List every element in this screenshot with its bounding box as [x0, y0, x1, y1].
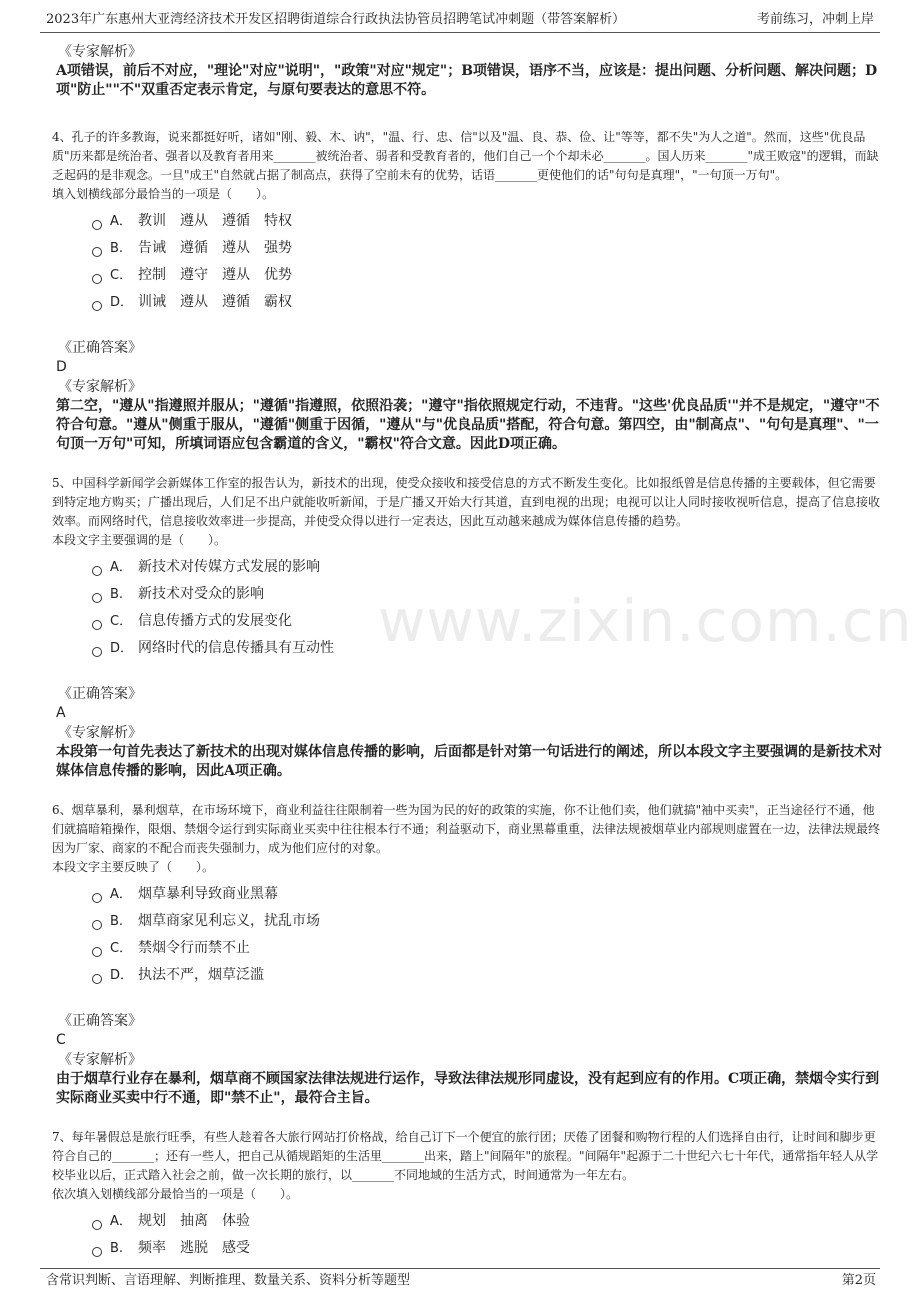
analysis-label: 《专家解析》 [58, 725, 142, 741]
question-4 [52, 128, 884, 454]
option-c[interactable]: C． 控制 遵守 遵从 优势 [92, 262, 884, 289]
option-a[interactable]: A． 烟草暴利导致商业黑幕 [92, 881, 884, 908]
question-prompt: 本段文字主要强调的是（ ）。 [52, 533, 227, 547]
radio-icon[interactable] [92, 1247, 102, 1257]
answer-label: 《正确答案》 [58, 340, 142, 356]
option-list [92, 208, 884, 316]
option-c[interactable]: C． 禁烟令行而禁不止 [92, 935, 884, 962]
answer-label: 《正确答案》 [58, 686, 142, 702]
analysis-label: 《专家解析》 [58, 379, 142, 395]
answer-value: D [56, 359, 67, 375]
page-header [40, 8, 880, 33]
option-list [92, 1208, 884, 1262]
option-c[interactable]: C． 信息传播方式的发展变化 [92, 608, 884, 635]
radio-icon[interactable] [92, 1220, 102, 1230]
radio-icon[interactable] [92, 893, 102, 903]
radio-icon[interactable] [92, 566, 102, 576]
question-prompt: 本段文字主要反映了（ ）。 [52, 860, 215, 874]
radio-icon[interactable] [92, 593, 102, 603]
radio-icon[interactable] [92, 974, 102, 984]
radio-icon[interactable] [92, 920, 102, 930]
radio-icon[interactable] [92, 620, 102, 630]
question-text: 4、孔子的许多教诲，说来都挺好听，诸如"刚、毅、木、讷"，"温、行、忠、信"以及"温、良、恭、俭、让"等等，都不失"为人之道"。然而，这些"优良品质"历来都是统治者、强者以及教育者用来_______被统治者、弱者和受教育者的，他们自己一个个却未必_______。国人历来_______"成王败寇"的逻辑，而缺乏起码的是非观念。一旦"成王"自然就占据了制高点，获得了空前未有的优势，话语_______更使他们的话"句句是真理"，"一句顶一万句"。 [52, 130, 879, 182]
intro-analysis-text: A项错误，前后不对应，"理论"对应"说明"，"政策"对应"规定"；B项错误，语序不当，应该是：提出问题、分析问题、解决问题；D项"防止""不"双重否定表示肯定，与原句要表达的意思不符。 [56, 63, 878, 98]
analysis-text: 由于烟草行业存在暴利，烟草商不顾国家法律法规进行运作，导致法律法规形同虚设，没有起到应有的作用。C项正确，禁烟令实行到实际商业买卖中行不通，即"禁不止"，最符合主旨。 [56, 1071, 880, 1106]
main-content [52, 42, 884, 1262]
option-b[interactable]: B. 告诫 遵循 遵从 强势 [92, 235, 884, 262]
radio-icon[interactable] [92, 947, 102, 957]
header-title: 2023年广东惠州大亚湾经济技术开发区招聘街道综合行政执法协管员招聘笔试冲刺题（带答案解析） [46, 12, 626, 27]
radio-icon[interactable] [92, 247, 102, 257]
option-list [92, 554, 884, 662]
radio-icon[interactable] [92, 647, 102, 657]
question-prompt: 依次填入划横线部分最恰当的一项是（ ）。 [52, 1187, 299, 1201]
question-6 [52, 801, 884, 1108]
page-footer [40, 1268, 880, 1293]
analysis-label: 《专家解析》 [58, 1052, 142, 1068]
question-prompt: 填入划横线部分最恰当的一项是（ ）。 [52, 187, 275, 201]
radio-icon[interactable] [92, 301, 102, 311]
radio-icon[interactable] [92, 274, 102, 284]
analysis-text: 本段第一句首先表达了新技术的出现对媒体信息传播的影响，后面都是针对第一句话进行的阐述，所以本段文字主要强调的是新技术对媒体信息传播的影响，因此A项正确。 [56, 744, 882, 779]
watermark: www.zixin.com.cn [378, 587, 913, 655]
option-list [92, 881, 884, 989]
question-text: 5、中国科学新闻学会新媒体工作室的报告认为，新技术的出现，使受众接收和接受信息的方式不断发生变化。比如报纸曾是信息传播的主要载体，但它需要到特定地方购买；广播出现后，人们足不出户就能收听新闻，于是广播又开始大行其道，直到电视的出现；电视可以让人同时接收视听信息，提高了信息接收效率。而网络时代，信息接收效率进一步提高，并使受众得以进行一定表达，因此互动越来越成为媒体信息传播的趋势。 [52, 476, 881, 528]
question-5 [52, 474, 884, 781]
analysis-label: 《专家解析》 [58, 44, 142, 60]
page-number: 第2页 [841, 1273, 876, 1288]
option-a[interactable]: A． 规划 抽离 体验 [92, 1208, 884, 1235]
option-b[interactable]: B. 烟草商家见利忘义，扰乱市场 [92, 908, 884, 935]
answer-label: 《正确答案》 [58, 1013, 142, 1029]
question-text: 7、每年暑假总是旅行旺季，有些人趁着各大旅行网站打价格战，给自己订下一个便宜的旅行团；厌倦了团餐和购物行程的人们选择自由行，让时间和脚步更符合自己的_______；还有一些人，把自己从循规蹈矩的生活里_______出来，踏上"间隔年"的旅程。"间隔年"起源于二十世纪六七十年代，通常指年轻人从学校毕业以后，正式踏入社会之前，做一次长期的旅行，以_______不同地域的生活方式，时间通常为一年左右。 [52, 1130, 879, 1182]
radio-icon[interactable] [92, 220, 102, 230]
question-7 [52, 1128, 884, 1262]
answer-value: A [56, 705, 66, 721]
header-slogan: 考前练习，冲刺上岸 [756, 12, 874, 27]
option-d[interactable]: D． 训诫 遵从 遵循 霸权 [92, 289, 884, 316]
option-b[interactable]: B. 频率 逃脱 感受 [92, 1235, 884, 1262]
analysis-text: 第二空，"遵从"指遵照并服从；"遵循"指遵照，依照沿袭；"遵守"指依照规定行动，不违背。"这些'优良品质'"并不是规定，"遵守"不符合句意。"遵从"侧重于服从，"遵循"侧重于因循，"遵从"与"优良品质"搭配，符合句意。第四空，由"制高点"、"句句是真理"、"一句顶一万句"可知，所填词语应包含霸道的含义，"霸权"符合文意。因此D项正确。 [56, 398, 880, 452]
option-d[interactable]: D． 执法不严，烟草泛滥 [92, 962, 884, 989]
option-a[interactable]: A． 教训 遵从 遵循 特权 [92, 208, 884, 235]
question-text: 6、烟草暴利，暴利烟草，在市场环境下，商业利益往往限制着一些为国为民的好的政策的实施，你不让他们卖，他们就搞"袖中买卖"，正当途径行不通，他们就搞暗箱操作，限烟、禁烟令运行到实际商业买卖中往往根本行不通；利益驱动下，商业黑幕重重，法律法规被烟草业内部规则虚置在一边，法律法规最终因为厂家、商家的不配合而丧失强制力，成为他们应付的对象。 [52, 803, 881, 855]
answer-value: C [56, 1032, 66, 1048]
footer-text: 含常识判断、言语理解、判断推理、数量关系、资料分析等题型 [46, 1273, 411, 1288]
option-b[interactable]: B. 新技术对受众的影响 [92, 581, 884, 608]
option-a[interactable]: A． 新技术对传媒方式发展的影响 [92, 554, 884, 581]
option-d[interactable]: D． 网络时代的信息传播具有互动性 [92, 635, 884, 662]
